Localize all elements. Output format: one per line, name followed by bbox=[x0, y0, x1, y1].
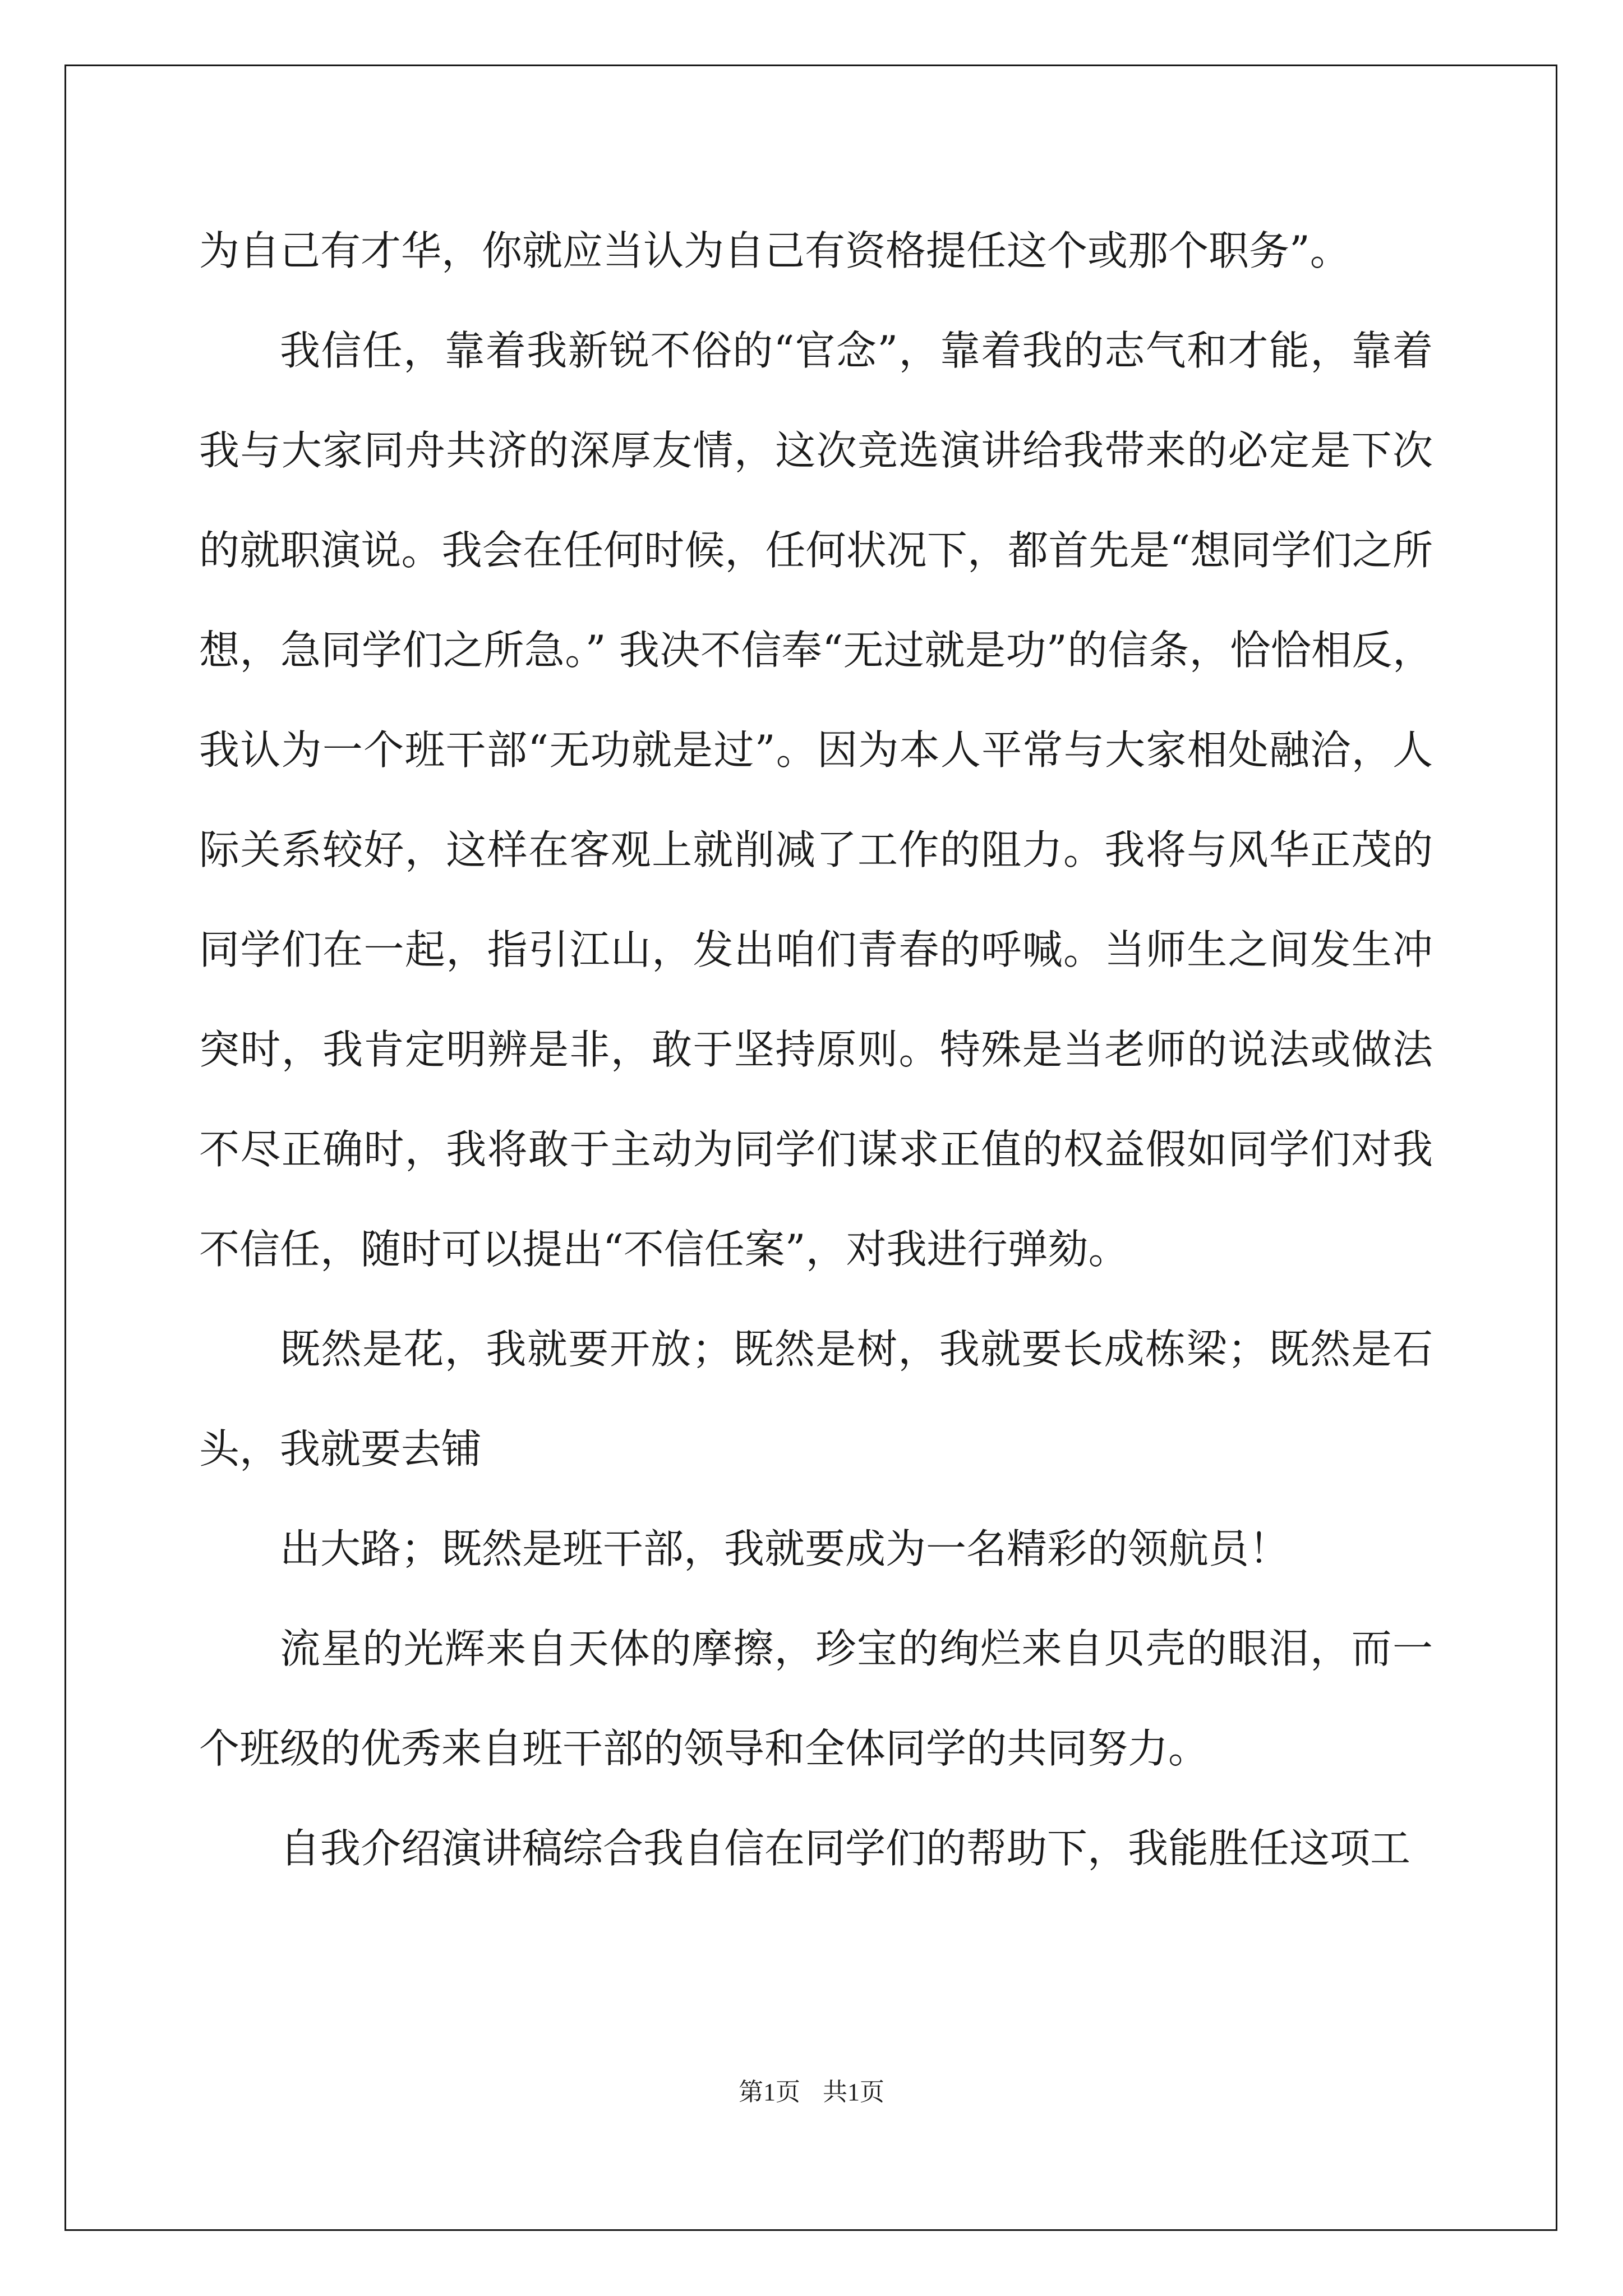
page-footer bbox=[0, 2076, 1623, 2109]
paragraph-3: 既然是花，我就要开放；既然是树，我就要长成栋梁；既然是石头，我就要去铺 bbox=[199, 1326, 1433, 1473]
paragraph-5: 流星的光辉来自天体的摩擦，珍宝的绚烂来自贝壳的眼泪，而一个班级的优秀来自班干部的领导和全体同学的共同努力。 bbox=[199, 1625, 1433, 1772]
document-body bbox=[199, 201, 1433, 1898]
paragraph-1: 为自己有才华，你就应当认为自己有资格提任这个或那个职务”。 bbox=[199, 227, 1350, 274]
page-total: 共1页 bbox=[823, 2078, 884, 2106]
paragraph-6: 自我介绍演讲稿综合我自信在同学们的帮助下，我能胜任这项工 bbox=[280, 1825, 1411, 1872]
paragraph-4: 出大路；既然是班干部，我就要成为一名精彩的领航员！ bbox=[280, 1525, 1290, 1572]
page-number: 第1页 bbox=[739, 2078, 800, 2106]
paragraph-2: 我信任，靠着我新锐不俗的“官念”，靠着我的志气和才能，靠着我与大家同舟共济的深厚友情，这次竞选演讲给我带来的必定是下次的就职演说。我会在任何时候，任何状况下，都首先是“想同学们之所想，急同学们之所急。” 我决不信奉“无过就是功”的信条，恰恰相反，我认为一个班干部“无功就是过”。因为本人平常与大家相处融洽，人际关系较好，这样在客观上就削减了工作的阻力。我将与风华正茂的同学们在一起，指引江山，发出咱们青春的呼喊。当师生之间发生冲突时，我肯定明辨是非，敢于坚持原则。特殊是当老师的说法或做法不尽正确时，我将敢于主动为同学们谋求正值的权益假如同学们对我不信任，随时可以提出“不信任案”，对我进行弹劾。 bbox=[199, 327, 1433, 1273]
